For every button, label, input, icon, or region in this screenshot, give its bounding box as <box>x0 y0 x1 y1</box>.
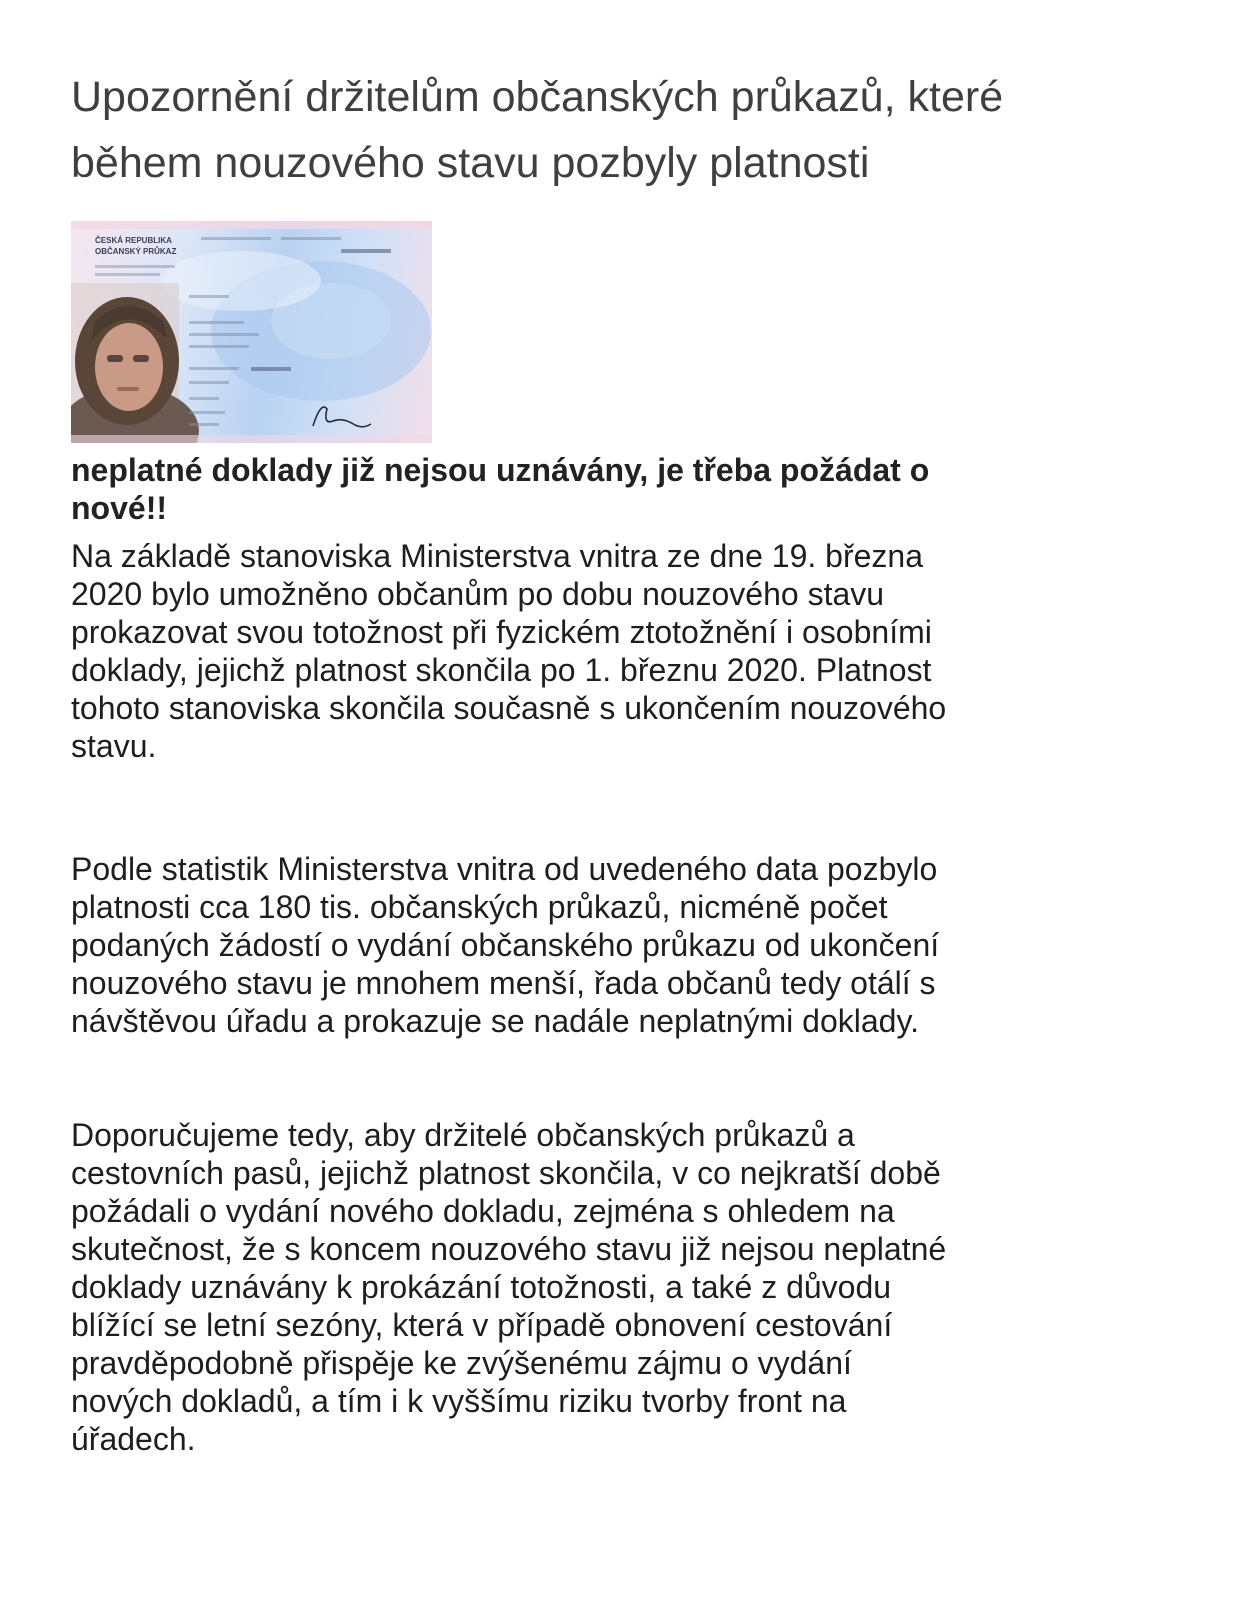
text-line: tohoto stanoviska skončila současně s ukončením nouzového <box>71 690 947 726</box>
text-line: prokazovat svou totožnost při fyzickém ztotožnění i osobními <box>71 614 932 650</box>
text-line: Podle statistik Ministerstva vnitra od uvedeného data pozbylo <box>71 851 938 887</box>
paragraph-2 <box>71 850 1181 1040</box>
text-line: požádali o vydání nového dokladu, zejména s ohledem na <box>71 1193 895 1229</box>
title-line: během nouzového stavu pozbyly platnosti <box>71 139 870 187</box>
text-line: nouzového stavu je mnohem menší, řada občanů tedy otálí s <box>71 965 936 1001</box>
text-line: Na základě stanoviska Ministerstva vnitra ze dne 19. března <box>71 538 923 574</box>
paragraph-1 <box>71 537 1181 765</box>
page-title <box>71 64 1191 196</box>
title-line: Upozornění držitelům občanských průkazů, které <box>71 73 1004 121</box>
text-line: platnosti cca 180 tis. občanských průkazů, nicméně počet <box>71 889 888 925</box>
subheading-line: neplatné doklady již nejsou uznávány, je třeba požádat o <box>71 452 930 488</box>
id-card-image <box>71 221 432 443</box>
text-line: blížící se letní sezóny, která v případě obnovení cestování <box>71 1307 893 1343</box>
portrait-photo <box>71 283 199 443</box>
text-line: úřadech. <box>71 1421 196 1457</box>
text-line: doklady uznávány k prokázání totožnosti, a také z důvodu <box>71 1269 892 1305</box>
text-line: stavu. <box>71 728 157 764</box>
text-line: pravděpodobně přispěje ke zvýšenému zájmu o vydání <box>71 1345 852 1381</box>
text-line: návštěvou úřadu a prokazuje se nadále neplatnými doklady. <box>71 1003 919 1039</box>
text-line: nových dokladů, a tím i k vyššímu riziku tvorby front na <box>71 1383 847 1419</box>
signature-mark <box>313 407 371 427</box>
text-line: 2020 bylo umožněno občanům po dobu nouzového stavu <box>71 576 885 612</box>
text-line: Doporučujeme tedy, aby držitelé občanských průkazů a <box>71 1117 855 1153</box>
text-line: cestovních pasů, jejichž platnost skončila, v co nejkratší době <box>71 1155 941 1191</box>
notice-subheading <box>71 451 1171 527</box>
text-line: podaných žádostí o vydání občanského průkazu od ukončení <box>71 927 940 963</box>
card-header-text: OBČANSKÝ PRŮKAZ <box>95 247 177 256</box>
text-line: doklady, jejichž platnost skončila po 1. březnu 2020. Platnost <box>71 652 932 688</box>
card-header-text: ČESKÁ REPUBLIKA <box>95 236 172 245</box>
text-line: skutečnost, že s koncem nouzového stavu již nejsou neplatné <box>71 1231 947 1267</box>
subheading-line: nové!! <box>71 490 167 526</box>
paragraph-3 <box>71 1116 1181 1458</box>
